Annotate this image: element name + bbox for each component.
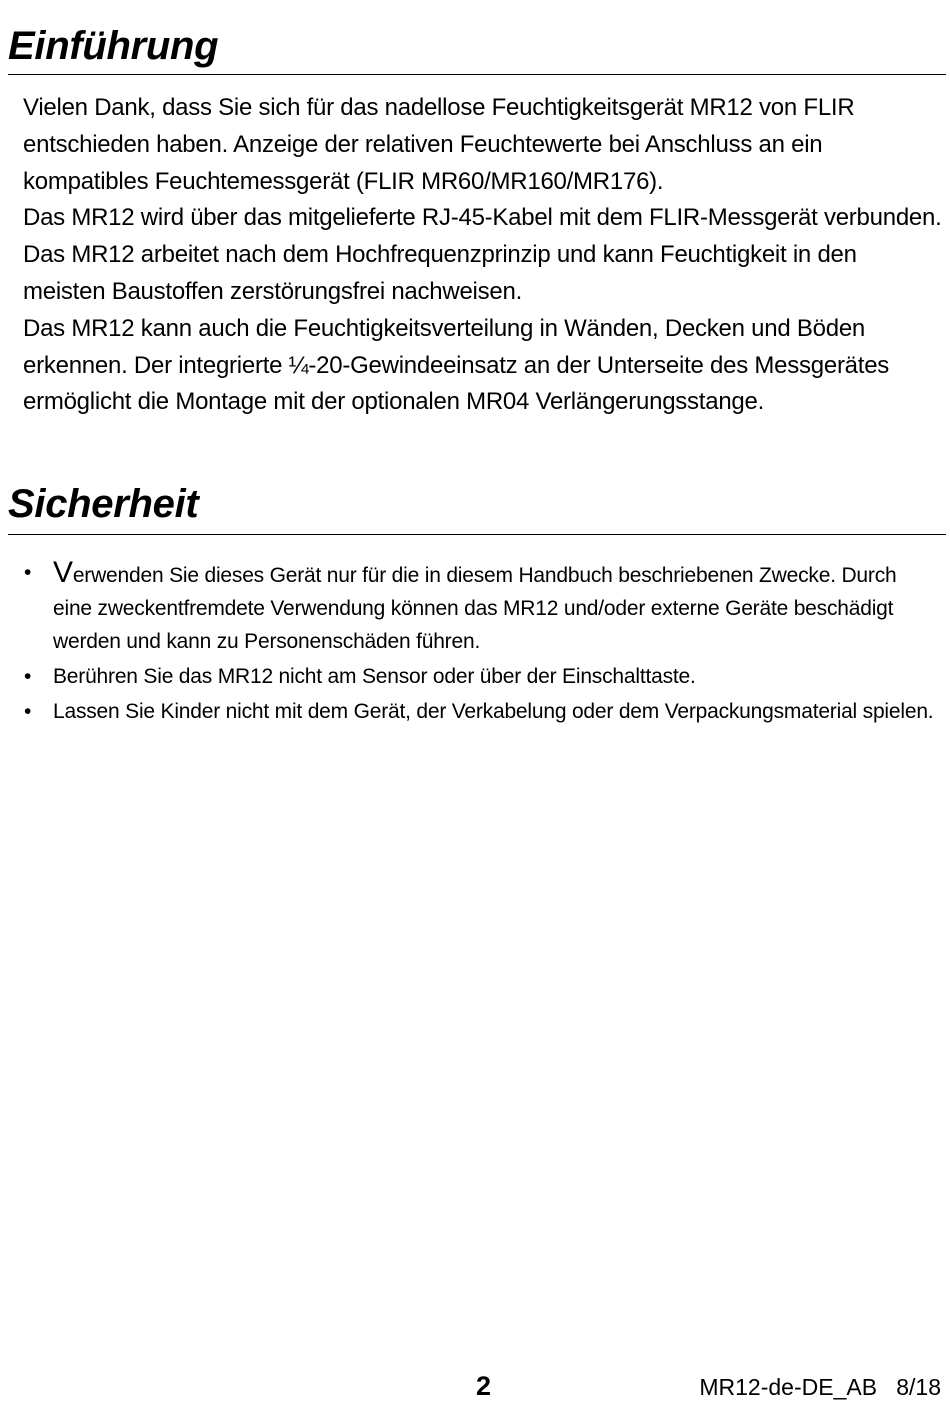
document-code [699,1370,941,1404]
page-of-total: 8/18 [896,1374,941,1400]
safety-item-initial: V [53,556,73,589]
doc-code: MR12-de-DE_AB [699,1374,878,1400]
section-heading-safety: Sicherheit [8,478,946,535]
safety-list-item [0,660,940,693]
page-number: 2 [476,1371,492,1401]
safety-list-item [0,556,940,658]
intro-paragraph: Das MR12 wird über das mitgelieferte RJ-45-Kabel mit dem FLIR-Messgerät verbunden. Das MR12 arbeitet nach dem Hochfrequenzprinzip und kann Feuchtigkeit in den meisten Baustoffen zerstörungsfrei nachweisen. [23,204,942,305]
intro-paragraph: Vielen Dank, dass Sie sich für das nadellose Feuchtigkeitsgerät MR12 von FLIR entschieden haben. Anzeige der relativen Feuchtewerte bei Anschluss an ein kompatibles Feuchtemessgerät (FLIR MR60/MR160/MR176). [23,94,855,195]
safety-list [0,556,940,730]
bullet-icon: • [24,700,32,723]
intro-paragraph: Das MR12 kann auch die Feuchtigkeitsverteilung in Wänden, Decken und Böden erkennen. Der integrierte ¼-20-Gewindeeinsatz an der Unterseite des Messgerätes ermöglicht die Montage mit der optionalen MR04 Verlängerungsstange. [23,314,890,416]
safety-item-text: erwenden Sie dieses Gerät nur für die in diesem Handbuch beschriebenen Zwecke. Durch eine zweckentfremdete Verwendung können das MR12 und/oder externe Geräte beschädigt werden und kann zu Personenschäden führen. [53,564,897,653]
safety-item-text: Lassen Sie Kinder nicht mit dem Gerät, der Verkabelung oder dem Verpackungsmaterial spielen. [53,700,934,723]
section-heading-introduction: Einführung [8,20,946,75]
bullet-icon: • [24,665,32,688]
bullet-icon: • [24,561,32,584]
introduction-body [23,90,945,421]
safety-list-item [0,695,940,728]
safety-item-text: Berühren Sie das MR12 nicht am Sensor oder über der Einschalttaste. [53,665,696,688]
